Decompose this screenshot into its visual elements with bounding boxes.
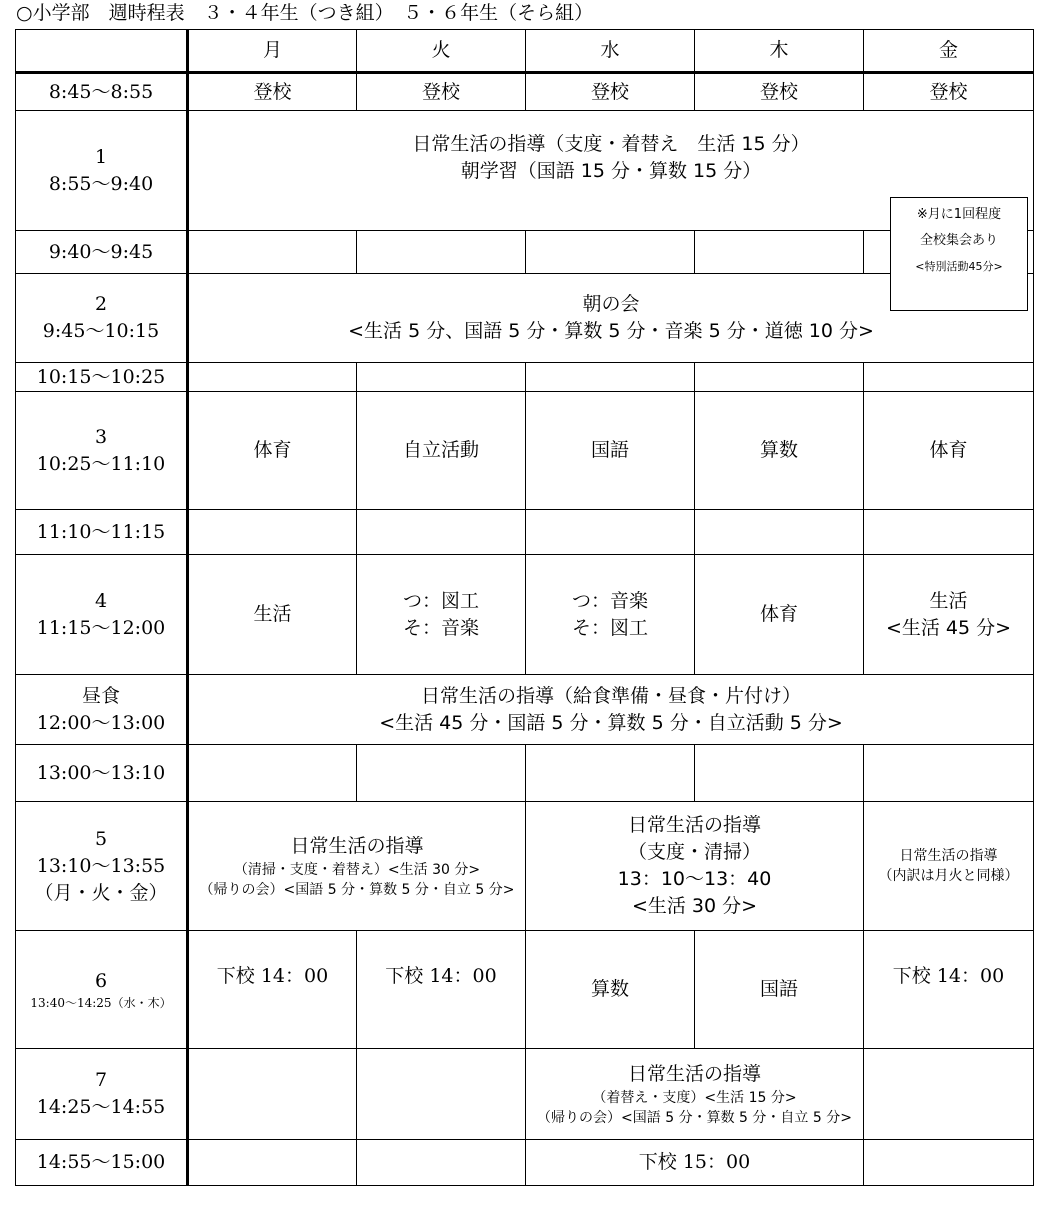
activity-line: （帰りの会）<国語 5 分・算数 5 分・自立 5 分> [537,1109,852,1126]
period-time: 10:25～11:10 [36,452,166,475]
period-number: 3 [94,425,108,448]
timetable-row [16,675,1034,745]
time-cell: 9:40～9:45 [16,231,188,274]
slot-cell: 自立活動 [357,392,526,510]
slot-cell: 下校 14：00 [864,931,1034,1049]
slot-cell [526,510,695,555]
merged-activity-cell [188,802,526,931]
slot-cell [695,745,864,802]
merged-activity-cell: 下校 15：00 [526,1140,864,1186]
slot-cell: 算数 [526,931,695,1049]
day-header-fri: 金 [864,30,1034,73]
period-time: 11:15～12:00 [36,616,166,639]
slot-cell [188,745,357,802]
slot-cell: 体育 [188,392,357,510]
slot-cell [357,510,526,555]
period-number: 7 [94,1069,108,1091]
slot-cell: 下校 14：00 [188,931,357,1049]
activity-line: 日常生活の指導（給食準備・昼食・片付け） [420,684,801,707]
timetable-row [16,392,1034,510]
slot-cell [864,510,1034,555]
slot-cell [188,510,357,555]
time-cell [16,675,188,745]
activity-line: （着替え・支度）<生活 15 分> [592,1089,797,1106]
activity-line: 日常生活の指導 [290,834,424,857]
activity-line: <生活 45 分・国語 5 分・算数 5 分・自立活動 5 分> [379,711,843,734]
slot-cell [526,231,695,274]
period-time: 12:00～13:00 [36,711,166,734]
slot-cell [695,231,864,274]
class-line: 生活 [929,589,968,612]
activity-line: （帰りの会）<国語 5 分・算数 5 分・自立 5 分> [199,881,515,898]
slot-cell: 登校 [864,73,1034,111]
slot-cell [526,363,695,392]
period-time: 13:40～14:25（水・木） [30,995,172,1010]
slot-cell [864,802,1034,931]
activity-line: 日常生活の指導 [627,1062,761,1085]
time-cell [16,392,188,510]
slot-cell [188,363,357,392]
day-header-mon: 月 [188,30,357,73]
timetable-row [16,555,1034,675]
slot-cell [357,555,526,675]
timetable-row [16,1049,1034,1140]
day-header-tue: 火 [357,30,526,73]
slot-cell: 体育 [864,392,1034,510]
time-cell: 8:45～8:55 [16,73,188,111]
slot-cell [864,745,1034,802]
slot-cell: 登校 [526,73,695,111]
slot-cell [188,1049,357,1140]
slot-cell: 登校 [695,73,864,111]
period-number: 6 [94,969,108,992]
day-header-thu: 木 [695,30,864,73]
slot-cell [357,1049,526,1140]
header-row [16,30,1034,73]
time-cell [16,1049,188,1140]
timetable-row [16,745,1034,802]
time-cell: 11:10～11:15 [16,510,188,555]
slot-cell [357,231,526,274]
period-number: 5 [94,827,108,850]
period-time: 8:55～9:40 [48,172,154,195]
period-days: （月・火・金） [34,881,168,904]
slot-cell: 登校 [357,73,526,111]
slot-cell [695,363,864,392]
activity-line: 日常生活の指導 [899,848,998,864]
class-line: そ：音楽 [402,616,479,639]
activity-line: 朝の会 [582,293,640,315]
period-time: 13:10～13:55 [36,854,166,877]
class-line: そ：図工 [571,616,648,639]
activity-line: （清掃・支度・着替え）<生活 30 分> [233,861,481,878]
activity-line: <生活 5 分、国語 5 分・算数 5 分・音楽 5 分・道徳 10 分> [348,320,874,342]
timetable-row [16,802,1034,931]
class-line: つ：図工 [402,589,479,612]
activity-line: 13：10～13：40 [617,868,772,890]
period-number: 1 [94,145,108,168]
activity-line: 朝学習（国語 15 分・算数 15 分） [460,160,762,182]
slot-cell: 登校 [188,73,357,111]
merged-activity-cell [188,675,1034,745]
time-cell: 14:55～15:00 [16,1140,188,1186]
period-number: 4 [94,589,108,612]
slot-cell [526,555,695,675]
class-line: つ：音楽 [571,589,648,612]
activity-line: 日常生活の指導（支度・着替え 生活 15 分） [412,133,810,155]
timetable-row [16,1140,1034,1186]
note-line: ※月に1回程度 [916,207,1002,222]
slot-cell [357,1140,526,1186]
slot-cell: 国語 [526,392,695,510]
slot-cell [526,745,695,802]
slot-cell [864,555,1034,675]
time-cell [16,555,188,675]
activity-line: （内訳は月火と同様） [878,868,1019,884]
corner-cell [16,30,188,73]
merged-activity-cell [526,802,864,931]
day-header-wed: 水 [526,30,695,73]
time-cell [16,802,188,931]
timetable-row [16,274,1034,363]
time-cell [16,274,188,363]
slot-cell: 下校 14：00 [357,931,526,1049]
slot-cell [188,1140,357,1186]
assembly-note-box [890,197,1028,311]
time-cell: 10:15～10:25 [16,363,188,392]
slot-cell: 体育 [695,555,864,675]
class-line: <生活 45 分> [885,616,1012,639]
note-line: 全校集会あり [919,233,998,248]
slot-cell: 算数 [695,392,864,510]
slot-cell: 生活 [188,555,357,675]
slot-cell: 国語 [695,931,864,1049]
note-line: <特別活動45分> [915,260,1003,273]
timetable-row [16,931,1034,1049]
period-time: 9:45～10:15 [42,320,160,342]
slot-cell [695,510,864,555]
timetable-row [16,111,1034,231]
merged-activity-cell [526,1049,864,1140]
activity-line: <生活 30 分> [631,895,758,917]
slot-cell [864,363,1034,392]
timetable-row [16,73,1034,111]
slot-cell [864,1049,1034,1140]
timetable-row [16,363,1034,392]
slot-cell [188,231,357,274]
time-cell [16,111,188,231]
page-title: ○小学部 週時程表 ３・４年生（つき組） ５・６年生（そら組） [16,2,594,24]
weekly-timetable [15,29,1034,1186]
period-time: 14:25～14:55 [36,1096,166,1118]
period-number: 昼食 [81,684,120,707]
timetable-row [16,231,1034,274]
activity-line: （支度・清掃） [627,841,761,863]
slot-cell [357,745,526,802]
slot-cell [357,363,526,392]
slot-cell [864,1140,1034,1186]
period-number: 2 [94,293,108,315]
timetable-row [16,510,1034,555]
activity-line: 日常生活の指導 [627,814,761,836]
time-cell [16,931,188,1049]
time-cell: 13:00～13:10 [16,745,188,802]
